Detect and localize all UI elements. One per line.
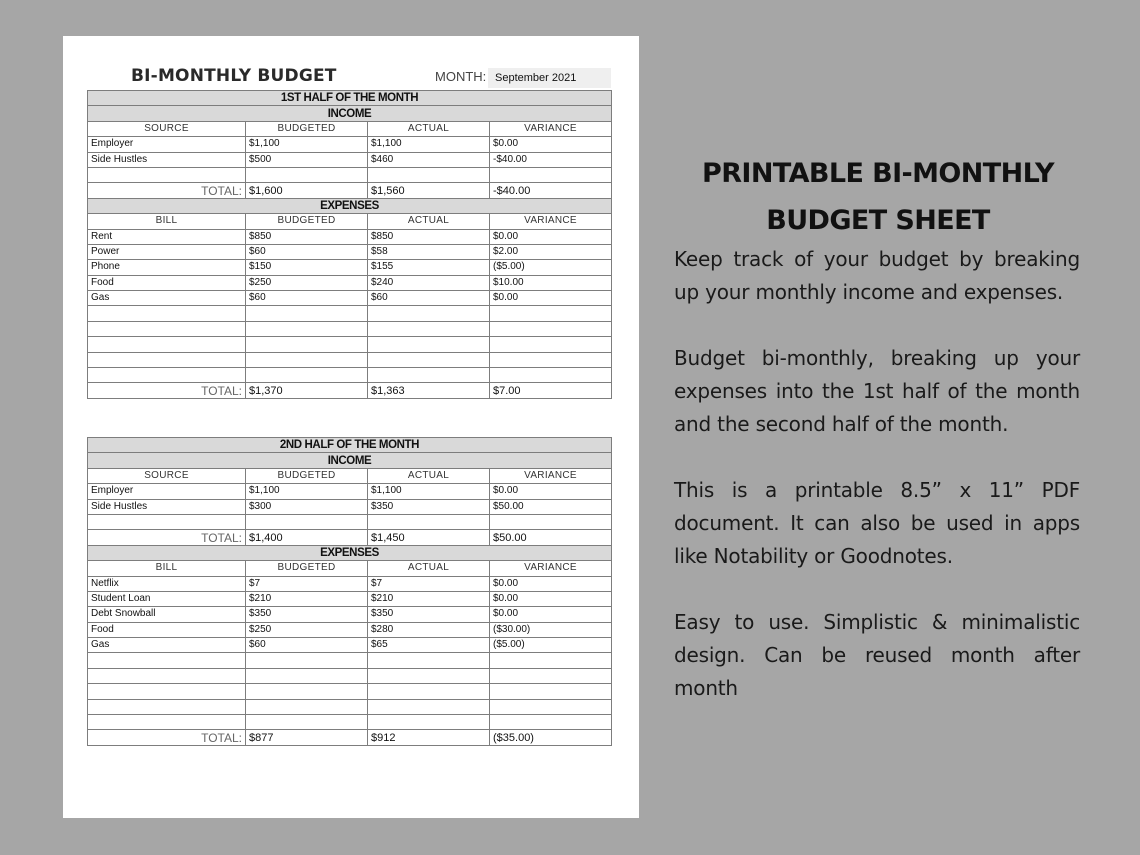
expense-cell-budgeted[interactable] <box>246 668 368 683</box>
promo-paragraph: Keep track of your budget by breaking up your monthly income and expenses. <box>674 247 1080 304</box>
expense-cell-bill[interactable]: Netflix <box>88 576 246 591</box>
first-half-table <box>87 90 612 399</box>
expense-cell-bill[interactable] <box>88 352 246 367</box>
total-label: TOTAL: <box>88 530 246 545</box>
promo-heading <box>672 150 1084 244</box>
expense-cell-actual[interactable]: $280 <box>368 622 490 637</box>
income-cell-variance[interactable] <box>490 514 612 529</box>
income-cell-source[interactable]: Employer <box>88 484 246 499</box>
sheet-title: BI-MONTHLY BUDGET <box>131 66 337 86</box>
expense-cell-budgeted[interactable]: $250 <box>246 275 368 290</box>
expense-cell-variance[interactable] <box>490 337 612 352</box>
expense-cell-variance[interactable] <box>490 699 612 714</box>
expense-cell-actual[interactable]: $210 <box>368 591 490 606</box>
total-budgeted[interactable]: $877 <box>246 730 368 745</box>
expense-cell-variance[interactable]: $0.00 <box>490 607 612 622</box>
expense-cell-budgeted[interactable]: $350 <box>246 607 368 622</box>
column-header-source: SOURCE <box>88 468 246 483</box>
expense-cell-variance[interactable] <box>490 306 612 321</box>
column-header-actual: ACTUAL <box>368 214 490 229</box>
expense-cell-variance[interactable]: $0.00 <box>490 576 612 591</box>
promo-paragraph: Budget bi-monthly, breaking up your expenses into the 1st half of the month and the second half of the month. <box>674 346 1080 436</box>
expense-total-row <box>88 730 612 745</box>
promo-heading-line-2: BUDGET SHEET <box>766 205 990 236</box>
expense-column-header-row <box>88 561 612 576</box>
table-row <box>88 229 612 244</box>
income-cell-actual[interactable]: $460 <box>368 152 490 167</box>
expense-cell-actual[interactable] <box>368 321 490 336</box>
table-row <box>88 352 612 367</box>
table-row <box>88 337 612 352</box>
income-heading: INCOME <box>88 106 612 121</box>
expense-cell-budgeted[interactable] <box>246 699 368 714</box>
expense-cell-budgeted[interactable] <box>246 352 368 367</box>
column-header-budgeted: BUDGETED <box>246 468 368 483</box>
income-cell-variance[interactable]: $0.00 <box>490 137 612 152</box>
expense-cell-actual[interactable]: $850 <box>368 229 490 244</box>
expense-cell-actual[interactable]: $7 <box>368 576 490 591</box>
expenses-heading: EXPENSES <box>88 198 612 213</box>
expense-column-header-row <box>88 214 612 229</box>
income-total-row <box>88 183 612 198</box>
expense-cell-variance[interactable] <box>490 684 612 699</box>
expense-cell-bill[interactable] <box>88 306 246 321</box>
expense-cell-bill[interactable] <box>88 699 246 714</box>
expense-cell-variance[interactable] <box>490 368 612 383</box>
total-variance[interactable]: -$40.00 <box>490 183 612 198</box>
expense-cell-bill[interactable] <box>88 715 246 730</box>
income-cell-source[interactable] <box>88 167 246 182</box>
expense-cell-budgeted[interactable]: $250 <box>246 622 368 637</box>
expense-cell-actual[interactable] <box>368 368 490 383</box>
expense-cell-actual[interactable] <box>368 715 490 730</box>
total-label: TOTAL: <box>88 183 246 198</box>
expense-cell-actual[interactable] <box>368 653 490 668</box>
income-total-row <box>88 530 612 545</box>
total-variance[interactable]: ($35.00) <box>490 730 612 745</box>
expense-cell-budgeted[interactable]: $7 <box>246 576 368 591</box>
expense-cell-bill[interactable]: Gas <box>88 291 246 306</box>
expense-cell-variance[interactable] <box>490 668 612 683</box>
half-heading: 2ND HALF OF THE MONTH <box>88 438 612 453</box>
table-row <box>88 244 612 259</box>
expense-cell-variance[interactable] <box>490 352 612 367</box>
table-row <box>88 668 612 683</box>
expense-cell-bill[interactable]: Gas <box>88 638 246 653</box>
expense-cell-budgeted[interactable] <box>246 337 368 352</box>
expense-cell-actual[interactable] <box>368 352 490 367</box>
promo-paragraph: Easy to use. Simplistic & minimalistic design. Can be reused month after month <box>674 610 1080 700</box>
promo-heading-line-1: PRINTABLE BI-MONTHLY <box>702 158 1054 189</box>
expenses-heading-row <box>88 545 612 560</box>
total-budgeted[interactable]: $1,400 <box>246 530 368 545</box>
income-cell-variance[interactable] <box>490 167 612 182</box>
month-field[interactable]: September 2021 <box>488 68 611 88</box>
expense-cell-bill[interactable]: Student Loan <box>88 591 246 606</box>
table-row <box>88 622 612 637</box>
expense-cell-budgeted[interactable] <box>246 306 368 321</box>
expense-cell-budgeted[interactable]: $850 <box>246 229 368 244</box>
table-row <box>88 653 612 668</box>
expense-cell-variance[interactable]: $2.00 <box>490 244 612 259</box>
column-header-budgeted: BUDGETED <box>246 561 368 576</box>
table-row <box>88 514 612 529</box>
total-label: TOTAL: <box>88 730 246 745</box>
half-heading: 1ST HALF OF THE MONTH <box>88 91 612 106</box>
expense-cell-actual[interactable] <box>368 306 490 321</box>
income-cell-actual[interactable]: $1,100 <box>368 484 490 499</box>
column-header-variance: VARIANCE <box>490 214 612 229</box>
expenses-heading: EXPENSES <box>88 545 612 560</box>
income-heading: INCOME <box>88 453 612 468</box>
expenses-heading-row <box>88 198 612 213</box>
expense-cell-bill[interactable] <box>88 684 246 699</box>
total-budgeted[interactable]: $1,370 <box>246 383 368 398</box>
column-header-bill: BILL <box>88 214 246 229</box>
table-row <box>88 260 612 275</box>
table-row <box>88 152 612 167</box>
column-header-bill: BILL <box>88 561 246 576</box>
expense-cell-actual[interactable] <box>368 699 490 714</box>
income-heading-row <box>88 106 612 121</box>
total-budgeted[interactable]: $1,600 <box>246 183 368 198</box>
table-row <box>88 368 612 383</box>
month-label: MONTH: <box>435 69 487 84</box>
expense-cell-variance[interactable]: $0.00 <box>490 591 612 606</box>
expense-cell-variance[interactable]: $0.00 <box>490 291 612 306</box>
expense-cell-bill[interactable]: Food <box>88 622 246 637</box>
expense-cell-variance[interactable]: $10.00 <box>490 275 612 290</box>
expense-cell-budgeted[interactable] <box>246 684 368 699</box>
income-cell-variance[interactable]: -$40.00 <box>490 152 612 167</box>
total-actual[interactable]: $1,450 <box>368 530 490 545</box>
table-row <box>88 684 612 699</box>
expense-cell-actual[interactable]: $240 <box>368 275 490 290</box>
budget-sheet <box>63 36 639 818</box>
total-actual[interactable]: $912 <box>368 730 490 745</box>
income-cell-budgeted[interactable] <box>246 167 368 182</box>
column-header-budgeted: BUDGETED <box>246 121 368 136</box>
expense-cell-variance[interactable]: ($5.00) <box>490 638 612 653</box>
total-actual[interactable]: $1,363 <box>368 383 490 398</box>
expense-cell-bill[interactable]: Phone <box>88 260 246 275</box>
column-header-actual: ACTUAL <box>368 468 490 483</box>
expense-cell-budgeted[interactable]: $60 <box>246 638 368 653</box>
promo-paragraph: This is a printable 8.5” x 11” PDF document. It can also be used in apps like Notability or Goodnotes. <box>674 478 1080 568</box>
income-cell-budgeted[interactable]: $1,100 <box>246 484 368 499</box>
table-row <box>88 576 612 591</box>
income-cell-actual[interactable] <box>368 167 490 182</box>
table-row <box>88 715 612 730</box>
column-header-source: SOURCE <box>88 121 246 136</box>
expense-cell-actual[interactable]: $155 <box>368 260 490 275</box>
expense-cell-bill[interactable]: Food <box>88 275 246 290</box>
expense-cell-budgeted[interactable] <box>246 368 368 383</box>
income-cell-budgeted[interactable]: $1,100 <box>246 137 368 152</box>
half-heading-row <box>88 91 612 106</box>
table-row <box>88 638 612 653</box>
expense-cell-budgeted[interactable]: $210 <box>246 591 368 606</box>
table-row <box>88 275 612 290</box>
expense-cell-actual[interactable]: $60 <box>368 291 490 306</box>
table-row <box>88 499 612 514</box>
table-row <box>88 699 612 714</box>
half-heading-row <box>88 438 612 453</box>
table-row <box>88 607 612 622</box>
income-cell-actual[interactable]: $350 <box>368 499 490 514</box>
table-row <box>88 484 612 499</box>
income-column-header-row <box>88 121 612 136</box>
total-label: TOTAL: <box>88 383 246 398</box>
income-cell-budgeted[interactable]: $300 <box>246 499 368 514</box>
expense-cell-variance[interactable] <box>490 653 612 668</box>
expense-cell-variance[interactable] <box>490 321 612 336</box>
expense-total-row <box>88 383 612 398</box>
income-cell-actual[interactable] <box>368 514 490 529</box>
expense-cell-variance[interactable]: ($30.00) <box>490 622 612 637</box>
expense-cell-actual[interactable] <box>368 684 490 699</box>
expense-cell-actual[interactable]: $65 <box>368 638 490 653</box>
income-cell-source[interactable] <box>88 514 246 529</box>
expense-cell-bill[interactable] <box>88 653 246 668</box>
total-actual[interactable]: $1,560 <box>368 183 490 198</box>
column-header-variance: VARIANCE <box>490 561 612 576</box>
expense-cell-bill[interactable] <box>88 368 246 383</box>
table-row <box>88 591 612 606</box>
expense-cell-budgeted[interactable] <box>246 321 368 336</box>
income-cell-source[interactable]: Side Hustles <box>88 152 246 167</box>
column-header-actual: ACTUAL <box>368 561 490 576</box>
income-cell-source[interactable]: Side Hustles <box>88 499 246 514</box>
column-header-actual: ACTUAL <box>368 121 490 136</box>
expense-cell-actual[interactable]: $58 <box>368 244 490 259</box>
expense-cell-budgeted[interactable]: $60 <box>246 291 368 306</box>
table-row <box>88 321 612 336</box>
income-cell-actual[interactable]: $1,100 <box>368 137 490 152</box>
expense-cell-actual[interactable]: $350 <box>368 607 490 622</box>
income-cell-variance[interactable]: $0.00 <box>490 484 612 499</box>
income-cell-budgeted[interactable]: $500 <box>246 152 368 167</box>
table-row <box>88 137 612 152</box>
table-row <box>88 291 612 306</box>
expense-cell-budgeted[interactable] <box>246 715 368 730</box>
second-half-table <box>87 437 612 746</box>
expense-cell-budgeted[interactable]: $60 <box>246 244 368 259</box>
total-variance[interactable]: $50.00 <box>490 530 612 545</box>
table-row <box>88 306 612 321</box>
expense-cell-bill[interactable] <box>88 337 246 352</box>
expense-cell-bill[interactable]: Debt Snowball <box>88 607 246 622</box>
income-column-header-row <box>88 468 612 483</box>
expense-cell-actual[interactable] <box>368 337 490 352</box>
column-header-budgeted: BUDGETED <box>246 214 368 229</box>
expense-cell-bill[interactable] <box>88 668 246 683</box>
expense-cell-variance[interactable]: ($5.00) <box>490 260 612 275</box>
expense-cell-actual[interactable] <box>368 668 490 683</box>
income-cell-budgeted[interactable] <box>246 514 368 529</box>
expense-cell-budgeted[interactable]: $150 <box>246 260 368 275</box>
table-row <box>88 167 612 182</box>
income-cell-variance[interactable]: $50.00 <box>490 499 612 514</box>
expense-cell-bill[interactable]: Rent <box>88 229 246 244</box>
expense-cell-variance[interactable] <box>490 715 612 730</box>
column-header-variance: VARIANCE <box>490 121 612 136</box>
expense-cell-budgeted[interactable] <box>246 653 368 668</box>
income-heading-row <box>88 453 612 468</box>
expense-cell-bill[interactable]: Power <box>88 244 246 259</box>
expense-cell-variance[interactable]: $0.00 <box>490 229 612 244</box>
column-header-variance: VARIANCE <box>490 468 612 483</box>
income-cell-source[interactable]: Employer <box>88 137 246 152</box>
total-variance[interactable]: $7.00 <box>490 383 612 398</box>
expense-cell-bill[interactable] <box>88 321 246 336</box>
